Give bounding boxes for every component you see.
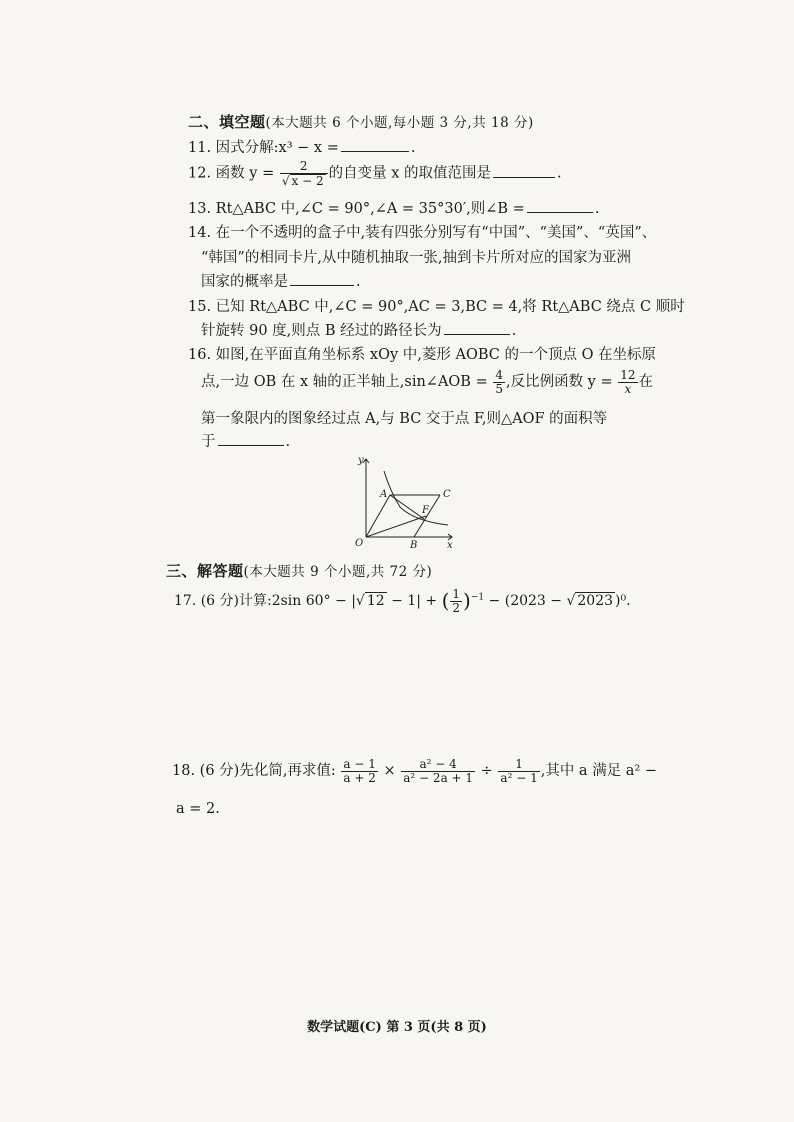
question-17-mid: − 1| + xyxy=(386,593,442,610)
question-12-post: 的自变量 x 的取值范围是 xyxy=(328,165,491,182)
fraction-function-num: 12 xyxy=(620,368,636,382)
section-3-note: (本大题共 9 个小题,共 72 分) xyxy=(243,564,433,580)
fraction-18-1 xyxy=(341,758,377,784)
question-13 xyxy=(188,200,599,218)
fraction-function-den: x xyxy=(624,381,632,396)
fraction-18-2-den: a² − 2a + 1 xyxy=(403,770,474,785)
question-16-line-1: 16. 如图,在平面直角坐标系 xOy 中,菱形 AOBC 的一个顶点 O 在坐标原 xyxy=(188,347,657,363)
fraction-function xyxy=(618,369,637,395)
section-2-header xyxy=(188,111,534,132)
question-16-line-4 xyxy=(201,433,290,451)
side-OA xyxy=(366,495,390,537)
answer-blank-14[interactable] xyxy=(290,273,354,286)
page-footer: 数学试题(C) 第 3 页(共 8 页) xyxy=(307,1020,487,1035)
question-14-line-1: 14. 在一个不透明的盒子中,装有四张分别写有“中国”、“美国”、“英国”、 xyxy=(188,225,657,241)
label-x: x xyxy=(447,540,453,549)
fraction-18-2 xyxy=(401,758,475,784)
question-13-end: . xyxy=(594,201,600,217)
fraction-18-1-num: a − 1 xyxy=(343,757,376,771)
question-16-line-2 xyxy=(201,369,653,395)
question-18-post: ,其中 a 满足 a² − xyxy=(540,763,658,780)
question-11-end: . xyxy=(410,140,416,156)
fraction-half-num: 1 xyxy=(452,587,461,601)
label-y: y xyxy=(358,455,364,466)
side-CB xyxy=(414,495,440,537)
question-11-text: 11. 因式分解:x³ − x = xyxy=(188,140,339,156)
question-13-text: 13. Rt△ABC 中,∠C = 90°,∠A = 35°30′,则∠B = xyxy=(188,201,525,217)
label-O: O xyxy=(355,538,364,549)
question-14-end: . xyxy=(356,274,361,290)
question-17: 17. (6 分)计算:2sin 60° − |√ 12 − 1| + ( $\frac{1}{2}$ )$^{-1}$ − (2023 − √ 2023 )⁰. xyxy=(174,587,631,615)
question-17-post2: )⁰. xyxy=(615,593,631,610)
question-14-line-2: “韩国”的相同卡片,从中随机抽取一张,抽到卡片所对应的国家为亚洲 xyxy=(201,250,632,266)
section-3-title: 三、解答题 xyxy=(166,562,244,580)
fraction-half xyxy=(450,588,462,614)
sqrt-12: 12 xyxy=(366,593,385,610)
section-2-note: (本大题共 6 个小题,每小题 3 分,共 18 分) xyxy=(265,115,534,131)
question-11 xyxy=(188,139,415,157)
fraction-18-3-den: a² − 1 xyxy=(500,770,538,785)
question-18 xyxy=(172,758,657,784)
question-16-text-4: 于 xyxy=(201,434,216,450)
answer-blank-11[interactable] xyxy=(341,139,409,152)
fraction-sin xyxy=(493,369,505,395)
question-14-text-3: 国家的概率是 xyxy=(201,274,288,290)
question-17-post1: − (2023 − xyxy=(484,593,567,610)
label-B: B xyxy=(410,540,418,549)
fraction-sin-den: 5 xyxy=(495,381,503,396)
question-15-end: . xyxy=(511,323,517,339)
question-18-line-2: a = 2. xyxy=(176,801,220,817)
label-A: A xyxy=(380,489,388,500)
question-15-line-2 xyxy=(201,322,516,340)
question-15-text-2: 针旋转 90 度,则点 B 经过的路径长为 xyxy=(201,323,442,339)
fraction-12-num: 2 xyxy=(280,160,328,174)
fraction-12 xyxy=(280,160,328,187)
divide-sign: ÷ xyxy=(480,763,493,780)
fraction-half-den: 2 xyxy=(452,600,461,615)
times-sign: × xyxy=(383,763,396,780)
answer-blank-15[interactable] xyxy=(444,322,510,335)
answer-blank-16[interactable] xyxy=(218,433,284,446)
question-16-end: . xyxy=(285,434,291,450)
question-14-line-3 xyxy=(201,273,361,291)
sqrt-2023: 2023 xyxy=(577,593,614,610)
question-16-text-2b: ,反比例函数 y = xyxy=(505,374,613,391)
fraction-18-3-num: 1 xyxy=(498,758,539,772)
paren-left: ( xyxy=(441,588,450,613)
paren-right: ) xyxy=(463,588,471,613)
segment-OF xyxy=(366,516,426,537)
question-16-text-2a: 点,一边 OB 在 x 轴的正半轴上,sin∠AOB = xyxy=(201,374,488,391)
fraction-18-1-den: a + 2 xyxy=(343,770,376,785)
label-F: F xyxy=(422,505,429,516)
question-17-pre: 17. (6 分)计算:2sin 60° − | xyxy=(174,593,356,610)
sqrt-x-minus-2: x − 2 xyxy=(291,173,324,188)
question-16-text-2c: 在 xyxy=(638,374,654,391)
fraction-18-3 xyxy=(498,758,539,784)
fraction-sin-num: 4 xyxy=(495,368,503,382)
question-18-pre: 18. (6 分)先化简,再求值: xyxy=(172,763,336,780)
answer-blank-12[interactable] xyxy=(493,165,555,178)
answer-blank-13[interactable] xyxy=(527,200,593,213)
section-3-header xyxy=(166,560,432,581)
question-12-pre: 12. 函数 y = xyxy=(188,165,275,182)
fraction-18-2-num: a² − 4 xyxy=(401,758,475,772)
section-2-title: 二、填空题 xyxy=(188,113,266,131)
question-12 xyxy=(188,160,562,187)
rhombus-figure xyxy=(352,453,456,549)
exponent-minus-1: −1 xyxy=(470,592,485,603)
question-12-end: . xyxy=(557,165,562,182)
fraction-12-den: √ x − 2 xyxy=(281,173,324,188)
label-C: C xyxy=(443,489,451,500)
question-15-line-1: 15. 已知 Rt△ABC 中,∠C = 90°,AC = 3,BC = 4,将 Rt△ABC 绕点 C 顺时 xyxy=(188,299,685,315)
question-16-line-3: 第一象限内的图象经过点 A,与 BC 交于点 F,则△AOF 的面积等 xyxy=(201,411,608,427)
